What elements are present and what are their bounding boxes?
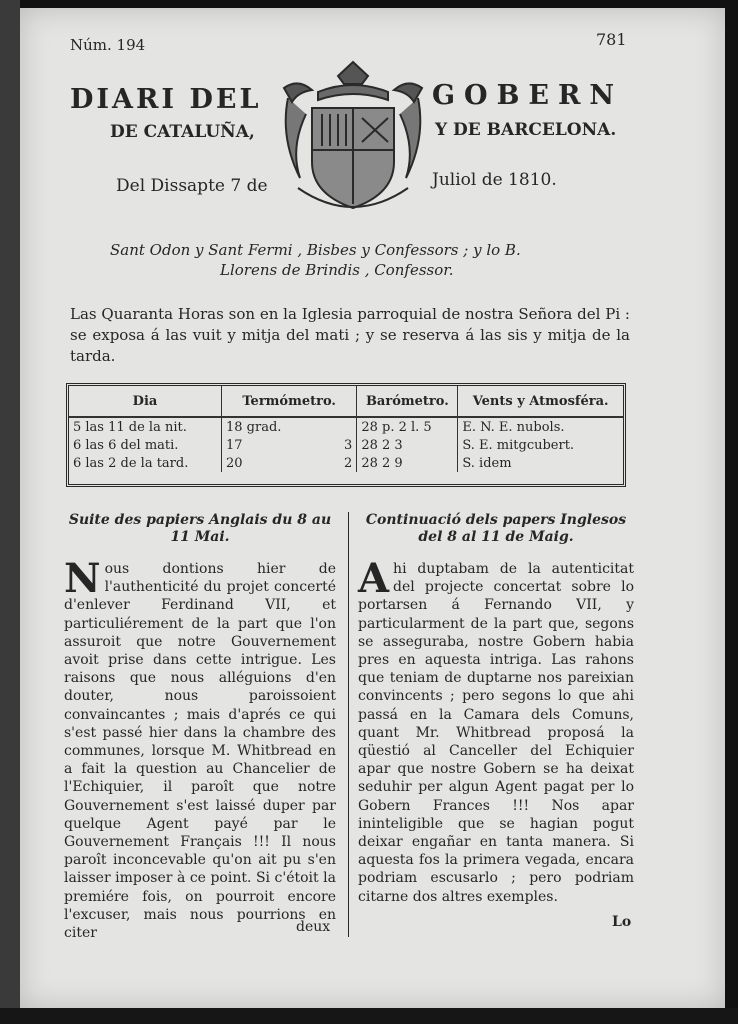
weather-therm: 17 <box>226 437 243 453</box>
masthead-subtitle-right: Y DE BARCELONA. <box>435 120 617 140</box>
weather-baro: 28 2 9 <box>357 454 458 472</box>
weather-day: 6 las 6 del mati. <box>69 436 222 454</box>
french-article-body <box>64 555 336 942</box>
left-catchword: deux <box>296 919 331 935</box>
weather-therm-frac <box>334 417 357 436</box>
french-article-heading: Suite des papiers Anglais du 8 au 11 Mai. <box>68 512 332 545</box>
weather-day: 5 las 11 de la nit. <box>69 417 222 436</box>
weather-wind: S. idem <box>462 455 512 471</box>
weather-therm: 18 grad. <box>226 419 282 435</box>
masthead-subtitle-left: DE CATALUÑA, <box>110 122 255 142</box>
coat-of-arms-icon <box>278 58 428 220</box>
catalan-dropcap: A <box>358 555 390 602</box>
weather-baro: 28 2 3 <box>357 436 458 454</box>
right-catchword: Lo <box>612 914 632 930</box>
weather-day: 6 las 2 de la tard. <box>69 454 222 472</box>
issue-date-right: Juliol de 1810. <box>432 170 557 190</box>
french-article-column <box>64 512 336 942</box>
book-gutter <box>0 0 20 1024</box>
french-dropcap: N <box>64 555 101 602</box>
catalan-article-column <box>358 512 634 906</box>
weather-table <box>66 383 626 487</box>
weather-row <box>69 417 623 436</box>
weather-header-wind: Vents y Atmosféra. <box>458 386 623 417</box>
scan-bottom-edge <box>0 1008 738 1024</box>
weather-wind: E. N. E. nubols. <box>462 419 565 435</box>
weather-therm-frac: 2 <box>334 454 357 472</box>
weather-header-thermometer: Termómetro. <box>222 386 357 417</box>
forty-hours-notice: Las Quaranta Horas son en la Iglesia parroquial de nostra Señora del Pi : se exposa á las vuit y mitja del mati ; y se reserva á las sis y mitja de la tarda. <box>70 305 630 365</box>
column-divider <box>348 512 349 937</box>
weather-row <box>69 454 623 472</box>
catalan-article-text: hi duptabam de la autenticitat del projecte concertat sobre lo portarsen á Fernando VII, y particularment de la part que, segons se asseguraba, nostre Gobern habia pres en aquesta intriga. Las rahons que teniam de duptarne nos pareixian convincents ; pero segons lo que ahi passá en la Camara dels Comuns, quant Mr. Whitbread proposá la qüestió al Canceller del Echiquier apar que nostre Gobern se ha deixat seduhir per algun Agent pagat per lo Gobern Frances !!! Nos apar ininteligible que se hagian pogut deixar engañar en tanta manera. Si aquesta fos la primera vegada, encara podriam escusarlo ; pero podriam citarne dos altres exemples. <box>358 561 634 905</box>
masthead-title-right: GOBERN <box>432 80 624 111</box>
weather-therm: 20 <box>226 455 243 471</box>
catalan-article-heading: Continuació dels papers Inglesos del 8 al 11 de Maig. <box>365 512 627 545</box>
page-number: 781 <box>596 30 627 49</box>
weather-wind: S. E. mitgcubert. <box>462 437 575 453</box>
catalan-article-body <box>358 555 634 906</box>
saints-line-2: Llorens de Brindis , Confessor. <box>220 261 454 279</box>
issue-date-left: Del Dissapte 7 de <box>116 176 268 196</box>
saints-of-the-day <box>110 240 610 280</box>
saints-line-1: Sant Odon y Sant Fermi , Bisbes y Confessors ; y lo B. <box>110 241 521 259</box>
weather-therm-frac: 3 <box>334 436 357 454</box>
issue-number: Núm. 194 <box>70 36 146 54</box>
weather-row <box>69 436 623 454</box>
masthead-title-left: DIARI DEL <box>70 84 262 115</box>
weather-header-barometer: Barómetro. <box>357 386 458 417</box>
weather-header-day: Dia <box>69 386 222 417</box>
weather-baro: 28 p. 2 l. 5 <box>357 417 458 436</box>
french-article-text: ous dontions hier de l'authenticité du projet concerté d'enlever Ferdinand VII, et particuliérement de la part que l'on assuroit que notre Gouvernement avoit prise dans cette intrigue. Les raisons que nous alléguions d'en douter, nous paroissoient convaincantes ; mais d'aprés ce qui s'est passé hier dans la chambre des communes, lorsque M. Whitbread en a fait la question au Chancelier de l'Echiquier, il paroît que notre Gouvernement s'est laissé duper par quelque Agent payé par le Gouvernement Français !!! Il nous paroît inconcevable qu'on ait pu s'en laisser imposer à ce point. Si c'étoit la premiére fois, on pourroit encore l'excuser, mais nous pourrions en citer <box>64 561 336 942</box>
